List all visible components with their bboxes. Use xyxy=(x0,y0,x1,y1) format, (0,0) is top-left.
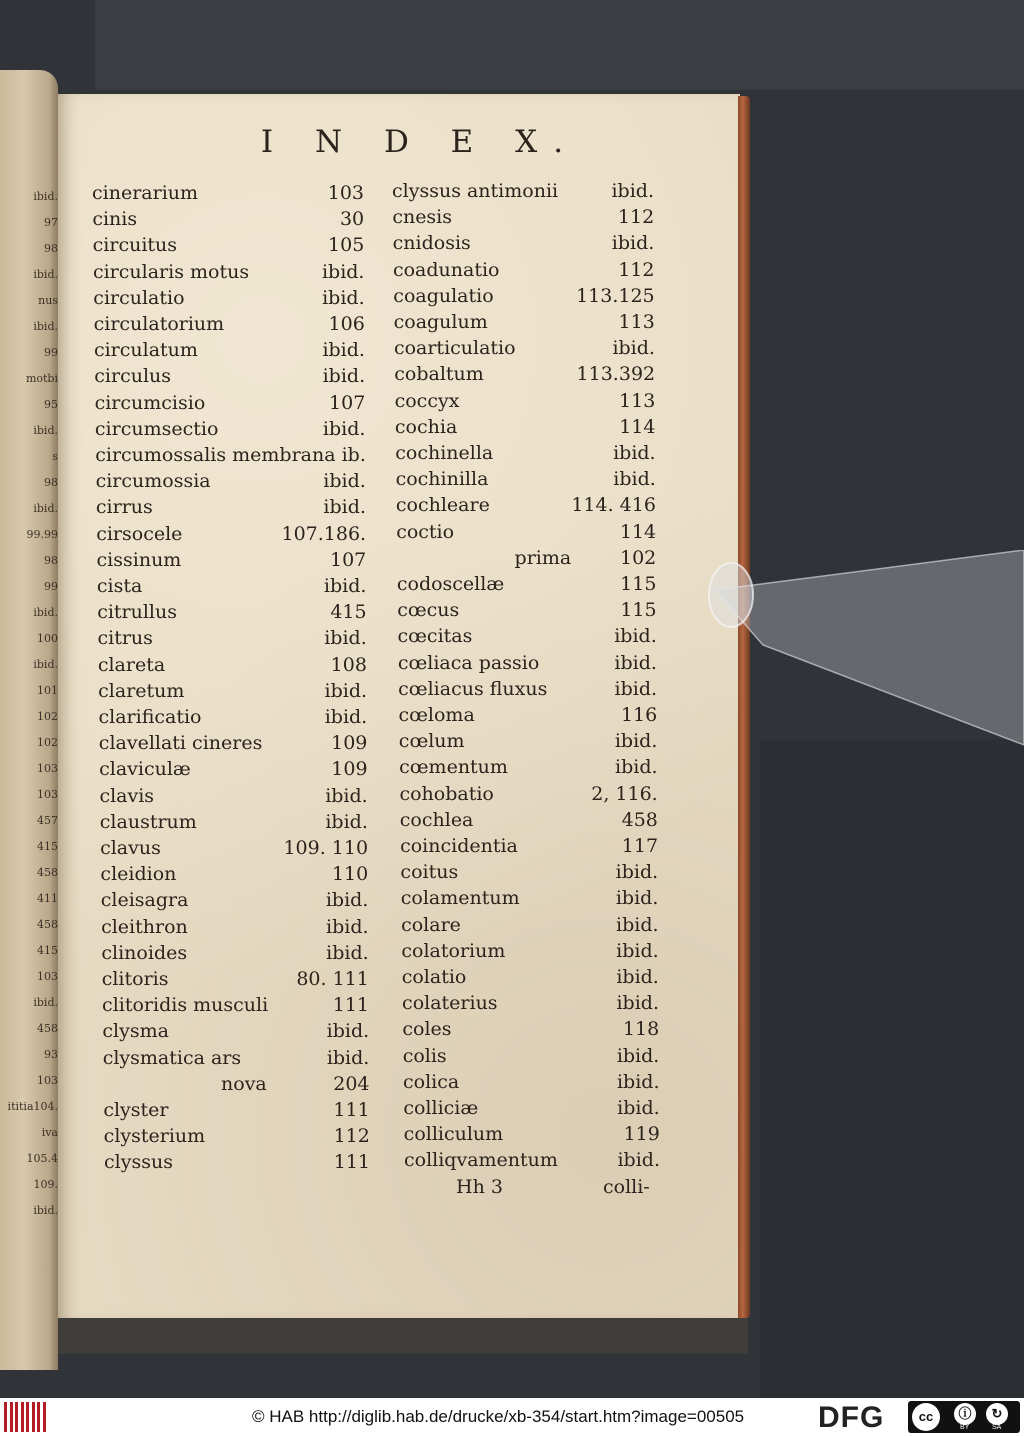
index-entry-term: colaterius xyxy=(402,992,498,1015)
index-entry-ref: ibid. xyxy=(326,1020,370,1043)
index-page xyxy=(58,94,740,1320)
index-entry-term: codoscellæ xyxy=(396,573,505,595)
index-entry-ref: 109 xyxy=(331,758,368,781)
index-entry-term: cœloma xyxy=(398,704,475,726)
index-entry-ref: ibid. xyxy=(322,417,366,440)
index-entry-ref: 111 xyxy=(333,1151,370,1174)
previous-page-fragment: 98 xyxy=(44,476,58,489)
index-entry-term: prima xyxy=(514,546,572,569)
index-entry-term: claustrum xyxy=(99,810,197,833)
index-entry-ref: 112 xyxy=(618,258,655,281)
index-entry-term: nova xyxy=(221,1072,267,1095)
index-entry-ref: ibid. xyxy=(323,496,366,519)
index-entry-term: cœliaca passio xyxy=(397,651,540,674)
index-entry-ref: ibid. xyxy=(324,706,368,728)
index-entry-ref: ibid. xyxy=(323,470,366,493)
index-entry-term: circulatio xyxy=(93,286,185,309)
previous-page-fragment: 97 xyxy=(44,216,58,229)
index-entry-term: clavis xyxy=(99,784,155,807)
index-entry-term: cista xyxy=(96,575,143,597)
book-bottom xyxy=(58,1318,748,1354)
index-entry-term: circuitus xyxy=(92,234,178,257)
previous-page-fragment: nus xyxy=(38,294,58,307)
index-entry-ref: ibid. xyxy=(613,442,656,464)
index-entry-term: cœcus xyxy=(397,599,460,622)
index-entry-ref: 114 xyxy=(619,415,656,438)
previous-page-fragment: 98 xyxy=(44,554,58,567)
previous-page-fragment: ibid. xyxy=(33,1204,58,1217)
previous-page-fragment: iva xyxy=(41,1126,58,1139)
index-entry-term: circulatorium xyxy=(93,313,225,335)
previous-page-fragment: ibid. xyxy=(33,268,58,281)
previous-page-fragment: 103 xyxy=(37,762,58,775)
index-entry-term: colliqvamentum xyxy=(404,1149,558,1172)
index-entry-term: circumsectio xyxy=(94,417,219,440)
index-entry-ref: 111 xyxy=(332,994,370,1017)
catchword: colli- xyxy=(603,1176,650,1198)
index-entry-term: circularis motus xyxy=(92,260,250,283)
previous-page-fragment: ititia104. xyxy=(7,1100,58,1113)
previous-page-edge xyxy=(0,70,58,1370)
index-entry-term: cochlea xyxy=(399,808,474,831)
index-entry-term: cissinum xyxy=(96,548,182,571)
index-entry-term: coccyx xyxy=(394,389,460,412)
index-entry-ref: 109. 110 xyxy=(283,837,369,859)
index-entry-term: clitoridis musculi xyxy=(102,994,269,1017)
index-entry-ref: 458 xyxy=(621,808,658,831)
index-entry-ref: 119 xyxy=(623,1123,660,1146)
previous-page-fragment: 95 xyxy=(44,398,58,411)
previous-page-fragment: motbi xyxy=(25,372,58,385)
previous-page-fragment: 101 xyxy=(37,684,58,697)
index-entry-ref: ibid. xyxy=(325,810,368,833)
index-entry-term: cobaltum xyxy=(394,363,484,386)
previous-page-fragment: 99 xyxy=(44,580,58,593)
index-entry-ref: ibid. xyxy=(615,756,658,779)
index-entry-ref: ibid. xyxy=(322,339,365,362)
index-entry-term: clysma xyxy=(102,1020,169,1043)
index-entry-term: cochia xyxy=(394,415,458,438)
hab-logo-icon xyxy=(4,1402,50,1432)
previous-page-fragment: 103 xyxy=(37,970,58,983)
by-label: BY xyxy=(960,1424,970,1431)
index-entry-term: coctio xyxy=(396,520,455,543)
index-entry-ref: ibid. xyxy=(616,913,659,936)
previous-page-fragment: ibid. xyxy=(33,424,58,437)
previous-page-fragment: ibid. xyxy=(33,502,58,515)
index-entry-term: circumossalis membrana ib. xyxy=(95,444,366,466)
index-entry-term: clyster xyxy=(103,1099,169,1121)
dfg-logo: DFG xyxy=(818,1401,885,1434)
index-entry-term: cœlum xyxy=(398,730,465,753)
scan-background-lower xyxy=(760,740,1024,1398)
index-entry-ref: ibid. xyxy=(326,915,369,938)
index-entry-term: cinerarium xyxy=(92,182,199,204)
previous-page-fragment: 458 xyxy=(37,918,58,931)
index-entry-term: colliciæ xyxy=(403,1097,479,1119)
previous-page-fragment: 415 xyxy=(37,840,58,853)
index-entry-ref: ibid. xyxy=(326,941,369,964)
previous-page-fragment: 458 xyxy=(37,866,58,879)
index-entry-term: cohobatio xyxy=(399,782,494,805)
index-entry-term: cœcitas xyxy=(397,625,473,648)
index-entry-ref: ibid. xyxy=(326,1046,370,1069)
index-entry-ref: 117 xyxy=(621,835,659,857)
index-entry-ref: 112 xyxy=(617,206,655,229)
index-entry-ref: ibid. xyxy=(617,1149,660,1172)
index-entry-term: colica xyxy=(403,1070,460,1093)
index-entry-ref: 415 xyxy=(330,601,367,624)
index-entry-term: cochleare xyxy=(395,494,490,517)
index-entry-ref: 115 xyxy=(620,599,657,622)
index-entry-term: coadunatio xyxy=(392,258,500,281)
index-entry-term: clinoides xyxy=(101,941,188,964)
index-entry-ref: ibid. xyxy=(616,966,659,988)
index-entry-ref: ibid. xyxy=(325,784,368,807)
index-entry-ref: ibid. xyxy=(616,1044,660,1067)
index-entry-term: clysmatica ars xyxy=(102,1046,242,1069)
index-entry-ref: ibid. xyxy=(325,889,369,912)
index-entry-ref: ibid. xyxy=(323,575,367,597)
index-entry-ref: ibid. xyxy=(324,679,368,702)
index-entry-ref: 115 xyxy=(620,573,657,595)
index-entry-ref: 108 xyxy=(330,653,367,676)
previous-page-fragment: 105.4 xyxy=(26,1152,58,1165)
index-entry-term: clyssus xyxy=(104,1151,173,1174)
index-entry-term: colatio xyxy=(401,966,467,988)
previous-page-fragment: 457 xyxy=(37,814,58,827)
index-entry-ref: 110 xyxy=(331,863,369,886)
index-entry-ref: 113.125 xyxy=(576,284,655,307)
index-entry-ref: ibid. xyxy=(611,232,655,255)
previous-page-fragment: 458 xyxy=(37,1022,58,1035)
scan-background-top xyxy=(95,0,1024,90)
credit-link[interactable]: © HAB http://diglib.hab.de/drucke/xb-354/start.htm?image=00505 xyxy=(252,1407,745,1426)
previous-page-fragment: 99 xyxy=(44,346,58,359)
index-entry-term: clarificatio xyxy=(98,706,202,728)
index-entry-ref: 30 xyxy=(339,208,365,231)
index-entry-ref: ibid. xyxy=(615,861,659,884)
index-entry-term: colare xyxy=(401,913,461,936)
index-entry-term: cleisagra xyxy=(100,889,189,912)
index-entry-ref: 102 xyxy=(620,546,657,569)
index-entry-term: coitus xyxy=(400,861,459,884)
index-entry-term: clitoris xyxy=(101,968,169,990)
previous-page-fragment: 109. xyxy=(33,1178,58,1191)
previous-page-fragment: 102 xyxy=(37,710,58,723)
index-entry-ref: 80. 111 xyxy=(296,968,369,990)
index-entry-term: citrullus xyxy=(97,601,178,624)
index-entry-ref: ibid. xyxy=(322,286,365,309)
previous-page-fragment: 103 xyxy=(37,788,58,801)
credit-bar xyxy=(0,1398,1024,1436)
index-entry-ref: ibid. xyxy=(614,677,658,700)
index-entry-ref: 118 xyxy=(622,1018,660,1041)
index-entry-ref: 113 xyxy=(618,311,655,333)
index-entry-ref: ibid. xyxy=(614,625,657,648)
index-entry-ref: 113.392 xyxy=(576,363,656,386)
index-entry-ref: 204 xyxy=(333,1072,370,1095)
index-entry-ref: ibid. xyxy=(614,651,657,674)
index-entry-ref: ibid. xyxy=(611,180,654,202)
index-entry-term: clyssus antimonii xyxy=(392,180,559,202)
index-entry-term: clavellati cineres xyxy=(98,732,263,755)
index-entry-term: coagulum xyxy=(393,311,488,333)
index-entry-ref: ibid. xyxy=(322,365,366,388)
index-entry-ref: 112 xyxy=(333,1125,370,1148)
index-entry-ref: 114 xyxy=(619,520,657,543)
index-entry-term: circumossia xyxy=(95,470,211,493)
index-entry-ref: ibid. xyxy=(321,260,365,283)
index-entry-ref: 116 xyxy=(620,704,658,726)
previous-page-fragment: ibid. xyxy=(33,996,58,1009)
index-entry-term: colis xyxy=(402,1044,447,1067)
index-entry-term: colatorium xyxy=(401,939,506,962)
index-entry-term: coagulatio xyxy=(393,284,494,307)
index-entry-term: clavus xyxy=(100,837,161,859)
previous-page-fragment: 100 xyxy=(37,632,58,645)
index-entry-term: coincidentia xyxy=(400,835,518,857)
index-entry-term: cochinella xyxy=(395,442,494,464)
index-entry-term: cleithron xyxy=(101,915,188,938)
index-entry-term: colliculum xyxy=(403,1123,504,1146)
index-entry-term: clysterium xyxy=(103,1125,206,1148)
index-entry-ref: ibid. xyxy=(324,627,367,650)
index-entry-term: circulatum xyxy=(93,339,198,362)
index-entry-term: cirsocele xyxy=(96,522,183,545)
previous-page-fragment: ibid. xyxy=(33,320,58,333)
index-entry-ref: ibid. xyxy=(613,468,656,491)
index-entry-ref: ibid. xyxy=(616,1070,660,1093)
index-entry-term: citrus xyxy=(97,627,153,650)
previous-page-fragment: 415 xyxy=(37,944,58,957)
index-entry-ref: 114. 416 xyxy=(571,494,656,517)
previous-page-fragment: 103 xyxy=(37,1074,58,1087)
index-entry-ref: ibid. xyxy=(614,730,658,753)
index-entry-ref: 103 xyxy=(327,182,364,204)
page-holder-clamp xyxy=(703,550,1024,750)
index-entry-ref: 111 xyxy=(333,1099,370,1121)
index-entry-term: clareta xyxy=(97,653,166,676)
index-entry-term: cœliacus fluxus xyxy=(398,677,548,700)
by-icon: ⓘ xyxy=(954,1403,976,1425)
index-entry-ref: 105 xyxy=(328,234,365,257)
previous-page-fragment: ibid. xyxy=(33,606,58,619)
index-entry-ref: ibid. xyxy=(617,1097,660,1119)
previous-page-fragment: 98 xyxy=(44,242,58,255)
index-entry-term: cnidosis xyxy=(392,232,471,255)
index-entry-term: cirrus xyxy=(95,496,153,519)
previous-page-fragment: s xyxy=(52,450,58,463)
index-entry-ref: ibid. xyxy=(612,337,655,360)
index-entry-ref: 113 xyxy=(619,389,656,412)
index-entry-term: claviculæ xyxy=(99,758,191,781)
index-entry-ref: ibid. xyxy=(616,992,660,1015)
index-entry-term: claretum xyxy=(98,679,185,702)
index-entry-term: colamentum xyxy=(400,887,520,910)
previous-page-fragment: 99.99 xyxy=(26,528,58,541)
index-entry-ref: 2, 116. xyxy=(591,782,658,805)
index-entry-ref: 109 xyxy=(331,732,368,755)
index-entry-term: cnesis xyxy=(392,206,453,229)
index-entry-ref: 106 xyxy=(328,313,365,335)
index-entry-term: coles xyxy=(402,1018,452,1041)
index-entry-term: coarticulatio xyxy=(393,337,516,360)
index-entry-ref: ibid. xyxy=(615,887,659,910)
previous-page-fragment: 93 xyxy=(44,1048,58,1061)
index-entry-term: circumcisio xyxy=(94,391,206,414)
index-entry-ref: ibid. xyxy=(616,939,659,962)
index-entry-ref: 107.186. xyxy=(281,522,367,545)
index-entry-term: cochinilla xyxy=(395,468,489,491)
sa-icon: ↻ xyxy=(986,1403,1008,1425)
previous-page-fragment: ibid. xyxy=(33,658,58,671)
index-entry-term: circulus xyxy=(94,365,172,388)
page-heading: I N D E X. xyxy=(260,124,580,160)
index-entry-term: cleidion xyxy=(100,863,177,886)
index-entry-ref: 107 xyxy=(329,391,366,414)
sa-label: SA xyxy=(992,1424,1002,1431)
index-entry-term: cœmentum xyxy=(399,756,508,779)
index-entry-ref: 107 xyxy=(330,548,367,571)
cc-by-sa-icon[interactable] xyxy=(908,1401,1020,1433)
previous-page-fragment: ibid. xyxy=(33,190,58,203)
signature-mark: Hh 3 xyxy=(456,1176,503,1198)
previous-page-fragment: 411 xyxy=(37,892,58,905)
cc-icon: cc xyxy=(912,1403,940,1431)
previous-page-fragment: 102 xyxy=(37,736,58,749)
index-entry-term: cinis xyxy=(92,208,138,231)
